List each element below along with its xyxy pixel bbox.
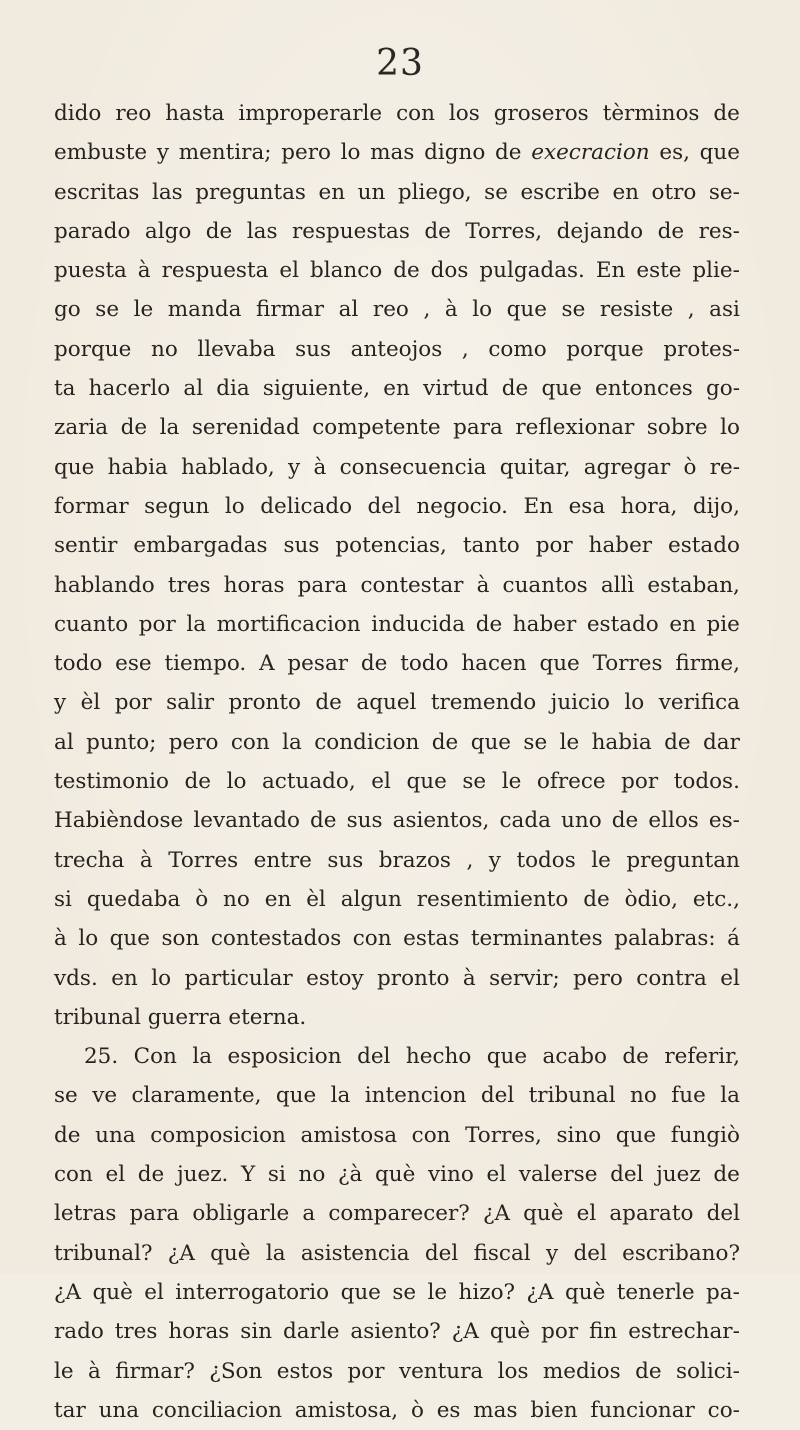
text-line: todo ese tiempo. A pesar de todo hacen que Torres firme,	[54, 651, 740, 677]
text-line: parado algo de las respuestas de Torres, dejando de res-	[54, 218, 740, 244]
text-line: testimonio de lo actuado, el que se le ofrece por todos.	[54, 769, 740, 795]
text-line: ¿A què el interrogatorio que se le hizo? ¿A què tenerle pa-	[54, 1279, 740, 1305]
text-line: dido reo hasta improperarle con los groseros tèrminos de	[54, 101, 740, 126]
text-line: que habia hablado, y à consecuencia quitar, agregar ò re-	[54, 454, 740, 480]
paragraph-2	[54, 1037, 740, 1430]
text-line: porque no llevaba sus anteojos , como porque protes-	[54, 336, 740, 362]
text-line: rado tres horas sin darle asiento? ¿A què por fin estrechar-	[54, 1319, 740, 1345]
paragraph-1	[54, 94, 740, 1037]
text-line: letras para obligarle a comparecer? ¿A què el aparato del	[54, 1201, 740, 1227]
text-line: formar segun lo delicado del negocio. En esa hora, dijo,	[54, 493, 740, 519]
text-line: al punto; pero con la condicion de que se le habia de dar	[54, 729, 740, 755]
text-line: Habièndose levantado de sus asientos, cada uno de ellos es-	[54, 808, 740, 834]
page-number: 23	[376, 43, 424, 84]
text-line: y èl por salir pronto de aquel tremendo juicio lo verifica	[54, 690, 740, 716]
body-text	[54, 94, 740, 1430]
text-line: escritas las preguntas en un pliego, se escribe en otro se-	[54, 179, 740, 205]
text-line: trecha à Torres entre sus brazos , y todos le preguntan	[54, 847, 740, 873]
text-line: de una composicion amistosa con Torres, sino que fungiò	[54, 1122, 740, 1148]
text-line: zaria de la serenidad competente para reflexionar sobre lo	[54, 415, 740, 441]
text-line: se ve claramente, que la intencion del tribunal no fue la	[54, 1083, 740, 1109]
text-line: puesta à respuesta el blanco de dos pulgadas. En este plie-	[54, 258, 740, 284]
text-line: à lo que son contestados con estas terminantes palabras: á	[54, 926, 740, 952]
text-line: le à firmar? ¿Son estos por ventura los medios de solici-	[54, 1358, 740, 1384]
text-line: embuste y mentira; pero lo mas digno de execracion es, que	[54, 140, 740, 166]
text-line: sentir embargadas sus potencias, tanto por haber estado	[54, 533, 740, 559]
text-line: 25. Con la esposicion del hecho que acabo de referir,	[84, 1044, 740, 1070]
text-line: con el de juez. Y si no ¿à què vino el valerse del juez de	[54, 1162, 740, 1188]
text-line: tribunal? ¿A què la asistencia del fiscal y del escribano?	[54, 1240, 740, 1266]
text-line: go se le manda firmar al reo , à lo que se resiste , asi	[54, 297, 740, 323]
text-line: hablando tres horas para contestar à cuantos allì estaban,	[54, 572, 740, 598]
text-line: ta hacerlo al dia siguiente, en virtud de que entonces go-	[54, 376, 740, 402]
text-line: tar una conciliacion amistosa, ò es mas bien funcionar co-	[54, 1397, 740, 1423]
text-line: vds. en lo particular estoy pronto à servir; pero contra el	[54, 965, 740, 991]
text-line: si quedaba ò no en èl algun resentimiento de òdio, etc.,	[54, 886, 740, 912]
text-line: tribunal guerra eterna.	[54, 1004, 307, 1030]
text-line: cuanto por la mortificacion inducida de haber estado en pie	[54, 611, 740, 637]
